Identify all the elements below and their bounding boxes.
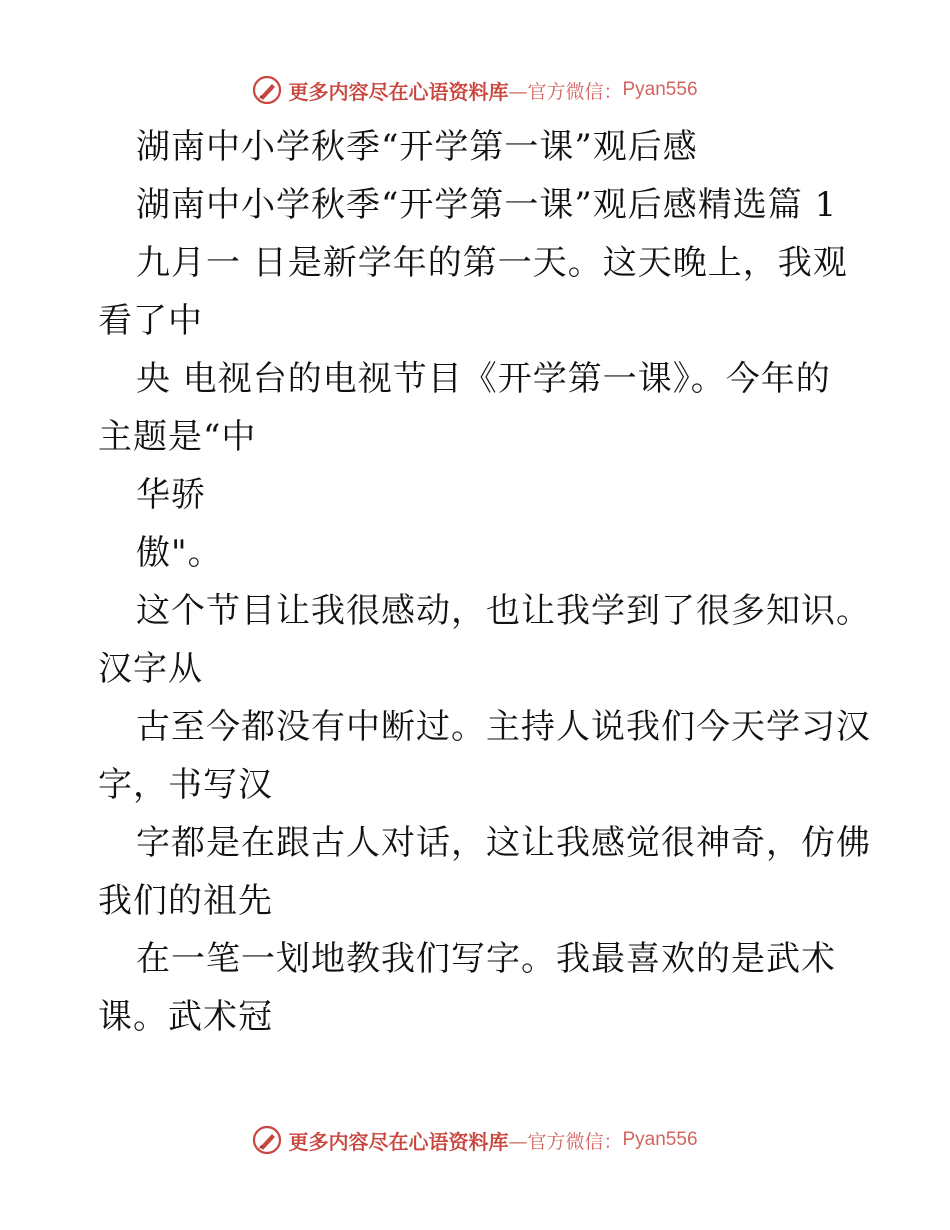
paragraph-line: 字都是在跟古人对话，这让我感觉很神奇，仿佛 <box>136 823 871 863</box>
paragraph-line: 九月一 日是新学年的第一天。这天晚上，我观 <box>136 243 848 283</box>
paragraph-line: 央 电视台的电视节目《开学第一课》。今年的 <box>136 359 831 399</box>
pen-logo-icon <box>252 75 282 105</box>
watermark-separator: —官方微信： <box>508 80 623 103</box>
paragraph-line: 汉字从 <box>98 649 203 689</box>
pen-logo-icon <box>252 1125 282 1155</box>
paragraph-line: 我们的祖先 <box>98 881 273 921</box>
document-title: 湖南中小学秋季“开学第一课”观后感 <box>136 127 698 167</box>
paragraph-line: 在一笔一划地教我们写字。我最喜欢的是武术 <box>136 939 836 979</box>
document-body <box>98 118 871 1046</box>
paragraph-line: 看了中 <box>98 301 203 341</box>
paragraph-line: 字，书写汉 <box>98 765 273 805</box>
paragraph-line: 这个节目让我很感动，也让我学到了很多知识。 <box>136 591 871 631</box>
footer-watermark <box>0 1120 950 1160</box>
paragraph-line: 主题是“中 <box>98 417 257 457</box>
watermark-separator: —官方微信： <box>508 1130 623 1153</box>
paragraph-line: 傲"。 <box>136 533 223 573</box>
watermark-brand: 更多内容尽在心语资料库 <box>288 1129 509 1154</box>
section-heading: 湖南中小学秋季“开学第一课”观后感精选篇 1 <box>136 185 838 225</box>
watermark-wechat-id: Pyan556 <box>622 79 698 100</box>
paragraph-line: 华骄 <box>136 475 206 515</box>
paragraph-line: 古至今都没有中断过。主持人说我们今天学习汉 <box>136 707 871 747</box>
watermark-brand: 更多内容尽在心语资料库 <box>288 79 509 104</box>
paragraph-line: 课。武术冠 <box>98 997 273 1037</box>
watermark-wechat-id: Pyan556 <box>622 1129 698 1150</box>
header-watermark <box>0 70 950 110</box>
